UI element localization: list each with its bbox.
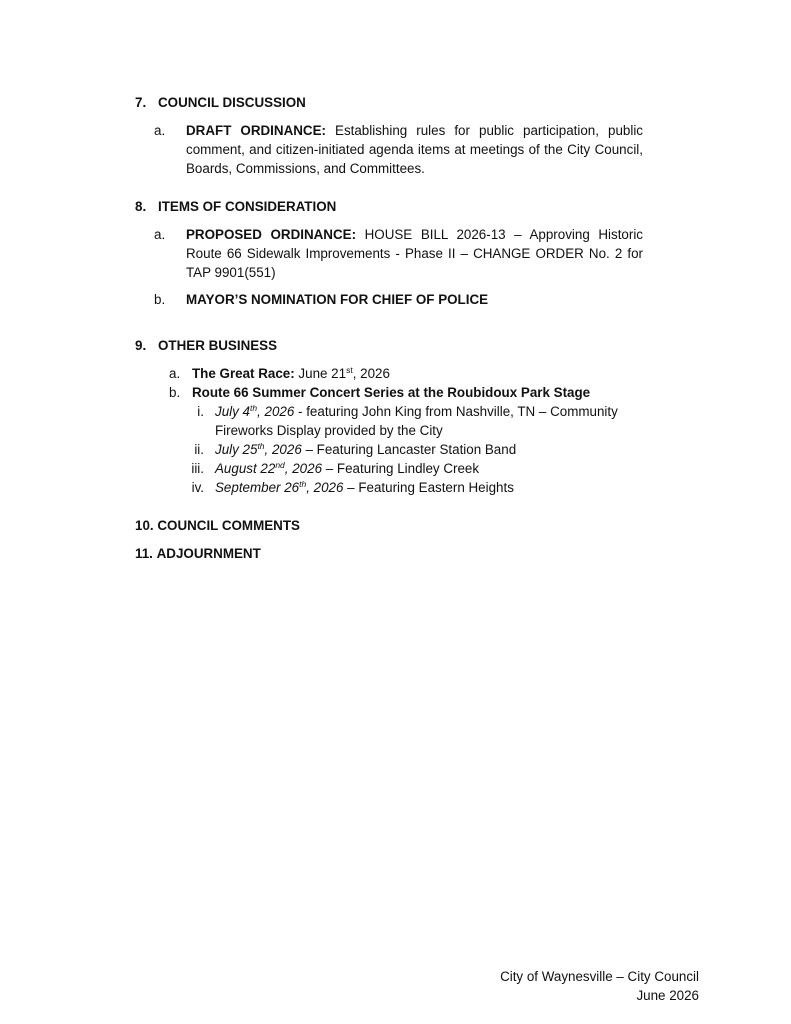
concert-date-day: July 4 <box>215 404 250 419</box>
concert-date-year: , 2026 <box>257 404 295 419</box>
item-date-suffix: st <box>346 365 353 375</box>
item-label: b. <box>169 385 181 400</box>
section-7-item-a <box>154 121 643 178</box>
subitem-text <box>215 440 648 459</box>
concert-description: – Featuring Lindley Creek <box>322 461 480 476</box>
section-number: 8. <box>135 199 147 214</box>
item-bold-lead: MAYOR’S NOMINATION FOR CHIEF OF POLICE <box>186 292 489 307</box>
item-date-year: , 2026 <box>352 366 390 381</box>
section-number: 7. <box>135 95 147 110</box>
concert-description: – Featuring Lancaster Station Band <box>301 442 517 457</box>
section-7-heading <box>135 93 645 112</box>
section-number: 11. <box>135 546 153 561</box>
item-body: HOUSE BILL 2026-13 – Approving Historic Route 66 Sidewalk Improvements - Phase II – CHANGE ORDER No. 2 for TAP 9901(551) <box>186 227 643 280</box>
item-body: Establishing rules for public participation, public comment, and citizen-initiated agenda items at meetings of the City Council, Boards, Commissions, and Committees. <box>186 123 643 176</box>
item-label: a. <box>154 227 166 242</box>
footer-date: June 2026 <box>636 988 699 1003</box>
section-title: OTHER BUSINESS <box>158 338 278 353</box>
section-title: ADJOURNMENT <box>156 546 261 561</box>
section-9-heading <box>135 336 645 355</box>
section-8-heading <box>135 197 645 216</box>
subitem-text <box>215 402 648 440</box>
concert-date <box>215 480 343 495</box>
concert-description: - featuring John King from Nashville, TN – Community Fireworks Display provided by the City <box>215 404 618 438</box>
concert-description: – Featuring Eastern Heights <box>343 480 514 495</box>
subitem-label: iv. <box>191 480 204 495</box>
concert-date-suffix: nd <box>275 460 285 470</box>
section-8-item-a <box>154 225 643 282</box>
subitem-label: ii. <box>194 442 204 457</box>
section-title: COUNCIL COMMENTS <box>157 518 300 533</box>
concert-date-year: , 2026 <box>306 480 344 495</box>
section-number: 9. <box>135 338 147 353</box>
item-bold-lead: The Great Race: <box>192 366 295 381</box>
concert-date-year: , 2026 <box>264 442 302 457</box>
concert-date-day: September 26 <box>215 480 300 495</box>
section-10-heading <box>135 516 645 535</box>
subitem-text <box>215 478 648 497</box>
subitem-text <box>215 459 648 478</box>
concert-item-iv <box>188 478 648 497</box>
concert-date-suffix: th <box>249 403 258 413</box>
concert-date-suffix: th <box>299 479 307 489</box>
item-label: a. <box>169 366 181 381</box>
section-title: ITEMS OF CONSIDERATION <box>158 199 337 214</box>
item-text <box>186 121 643 178</box>
item-text <box>186 290 643 309</box>
item-text <box>192 383 649 402</box>
concert-date-day: July 25 <box>215 442 258 457</box>
item-bold-lead: PROPOSED ORDINANCE: <box>186 227 357 242</box>
item-bold-lead: Route 66 Summer Concert Series at the Roubidoux Park Stage <box>192 385 591 400</box>
section-number: 10. <box>135 518 154 533</box>
section-9-item-a <box>169 364 649 383</box>
subitem-label: iii. <box>191 461 204 476</box>
concert-date-day: August 22 <box>215 461 276 476</box>
concert-date <box>215 404 294 419</box>
item-label: a. <box>154 123 166 138</box>
section-8-item-b <box>154 290 643 309</box>
section-title: COUNCIL DISCUSSION <box>158 95 306 110</box>
concert-item-ii <box>188 440 648 459</box>
concert-date <box>215 442 302 457</box>
footer-organization: City of Waynesville – City Council <box>500 969 699 984</box>
section-11-heading <box>135 544 645 563</box>
item-text <box>186 225 643 282</box>
section-9-item-b <box>169 383 649 402</box>
subitem-label: i. <box>197 404 204 419</box>
concert-item-i <box>188 402 648 440</box>
concert-date-year: , 2026 <box>284 461 323 476</box>
item-text <box>192 364 649 383</box>
concert-date-suffix: th <box>257 441 265 451</box>
item-date: June 21 <box>294 366 347 381</box>
concert-item-iii <box>188 459 648 478</box>
item-bold-lead: DRAFT ORDINANCE: <box>186 123 326 138</box>
page-footer <box>500 967 699 1005</box>
item-label: b. <box>154 292 166 307</box>
concert-date <box>215 461 322 476</box>
